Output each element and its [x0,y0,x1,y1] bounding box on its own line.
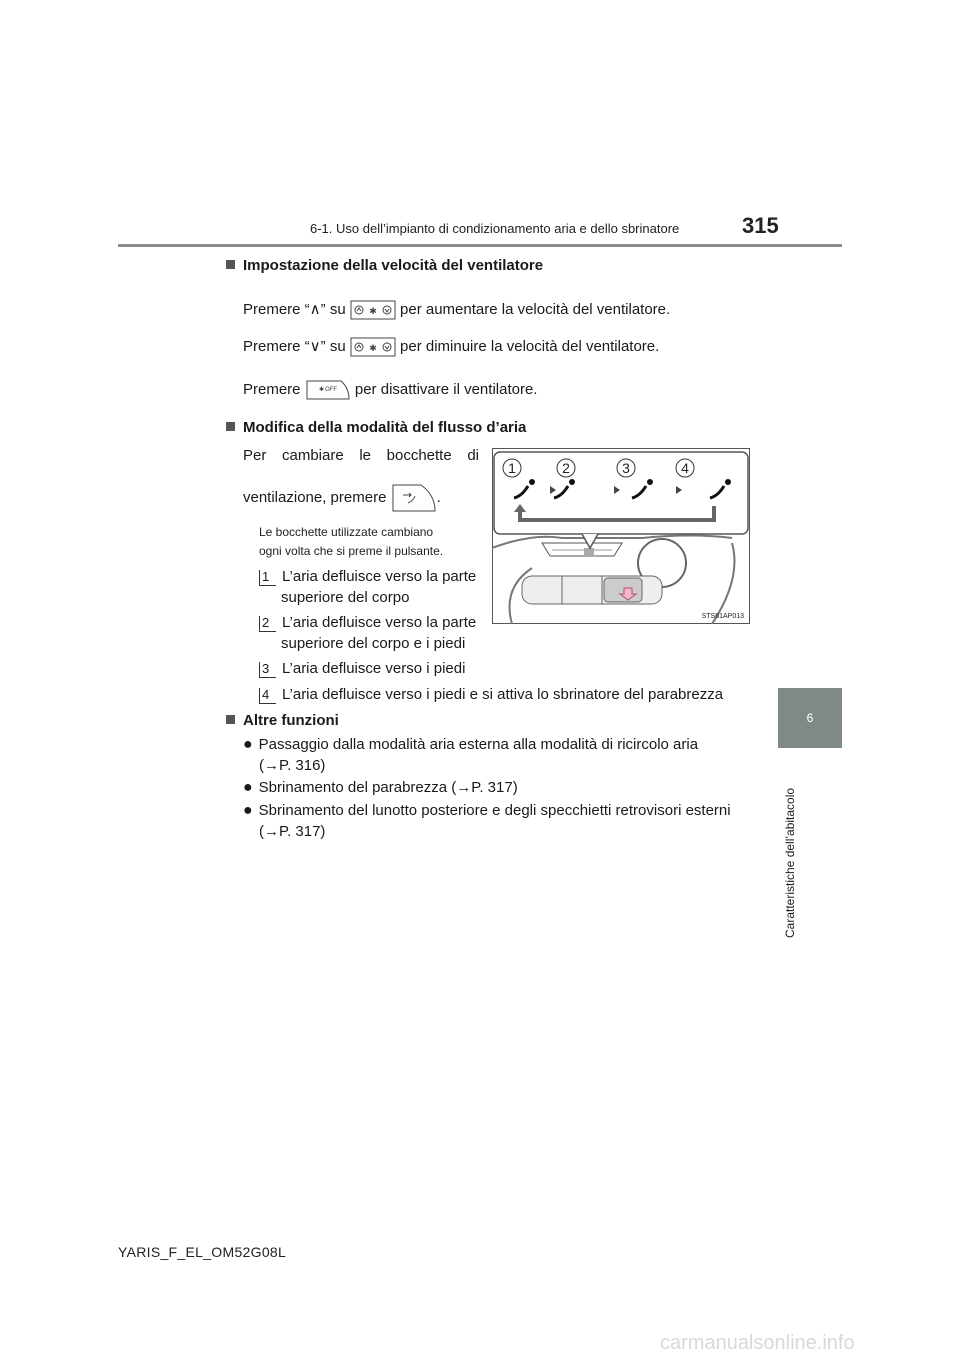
airflow-item-2: 2 L’aria defluisce verso la parte [259,614,476,632]
document-code: YARIS_F_EL_OM52G08L [118,1244,287,1260]
airflow-heading: Modifica della modalità del flusso d’aria [226,419,526,436]
airflow-intro-line2: ventilazione, premere . [243,483,441,513]
figure-label-4: 4 [681,460,689,476]
figure-label-1: 1 [508,460,516,476]
other-bullet-1-cont: (→P. 316) [259,757,326,774]
page-number: 315 [742,213,779,238]
square-bullet-icon [226,260,235,269]
fan-speed-key-icon [350,337,396,357]
chapter-title-vertical [783,768,807,938]
other-bullet-1: ● Passaggio dalla modalità aria esterna alla modalità di ricircolo aria [243,736,699,753]
chapter-number: 6 [806,711,814,725]
other-bullet-3: ● Sbrinamento del lunotto posteriore e degli specchietti retrovisori esterni [243,802,731,819]
airflow-item-3: 3 L’aria defluisce verso i piedi [259,660,465,678]
section-title: 6-1. Uso dell’impianto di condizionamento aria e dello sbrinatore [310,221,680,236]
svg-text:✱: ✱ [369,343,377,354]
airflow-item-2-cont: superiore del corpo e i piedi [281,635,466,652]
airflow-diagram [492,448,750,624]
dot-bullet-icon: ● [243,779,253,796]
other-bullet-3-cont: (→P. 317) [259,823,326,840]
fan-speed-key-icon [350,300,396,320]
svg-text:✱: ✱ [369,306,377,317]
fan-off-key-icon [305,378,351,402]
item-number: 1 [259,570,276,586]
other-bullet-2: ● Sbrinamento del parabrezza (→P. 317) [243,779,518,796]
airflow-intro-line1: Per cambiare le bocchette di [243,447,479,464]
square-bullet-icon [226,715,235,724]
watermark: carmanualsonline.info [660,1332,855,1354]
svg-text:✱: ✱ [318,387,324,393]
other-heading: Altre funzioni [226,712,339,729]
dot-bullet-icon: ● [243,802,253,819]
dot-bullet-icon: ● [243,736,253,753]
airflow-item-1: 1 L’aria defluisce verso la parte [259,568,476,586]
fan-speed-line-down: Premere “∨” su ✱ per diminuire la velocità del ventilatore. [243,337,659,357]
figure-label-2: 2 [562,460,570,476]
fan-speed-heading: Impostazione della velocità del ventilatore [226,257,543,274]
chapter-tab [778,688,842,748]
chapter-title: Caratteristiche dell’abitacolo [783,787,797,938]
header-divider [118,244,842,247]
item-number: 4 [259,688,276,704]
svg-text:OFF: OFF [324,387,337,393]
figure-label-3: 3 [622,460,630,476]
item-number: 2 [259,616,276,632]
airflow-note-line1: Le bocchette utilizzate cambiano [259,525,434,539]
square-bullet-icon [226,422,235,431]
airflow-note-line2: ogni volta che si preme il pulsante. [259,544,444,558]
airflow-item-4: 4 L’aria defluisce verso i piedi e si attiva lo sbrinatore del parabrezza [259,686,723,704]
airflow-item-1-cont: superiore del corpo [281,589,410,606]
fan-off-line: Premere ✱ OFF per disattivare il ventilatore. [243,378,537,402]
airflow-mode-key-icon [391,483,437,513]
fan-speed-line-up: Premere “∧” su ✱ per aumentare la velocità del ventilatore. [243,300,670,320]
figure-code: STS61AP013 [701,613,744,620]
item-number: 3 [259,662,276,678]
